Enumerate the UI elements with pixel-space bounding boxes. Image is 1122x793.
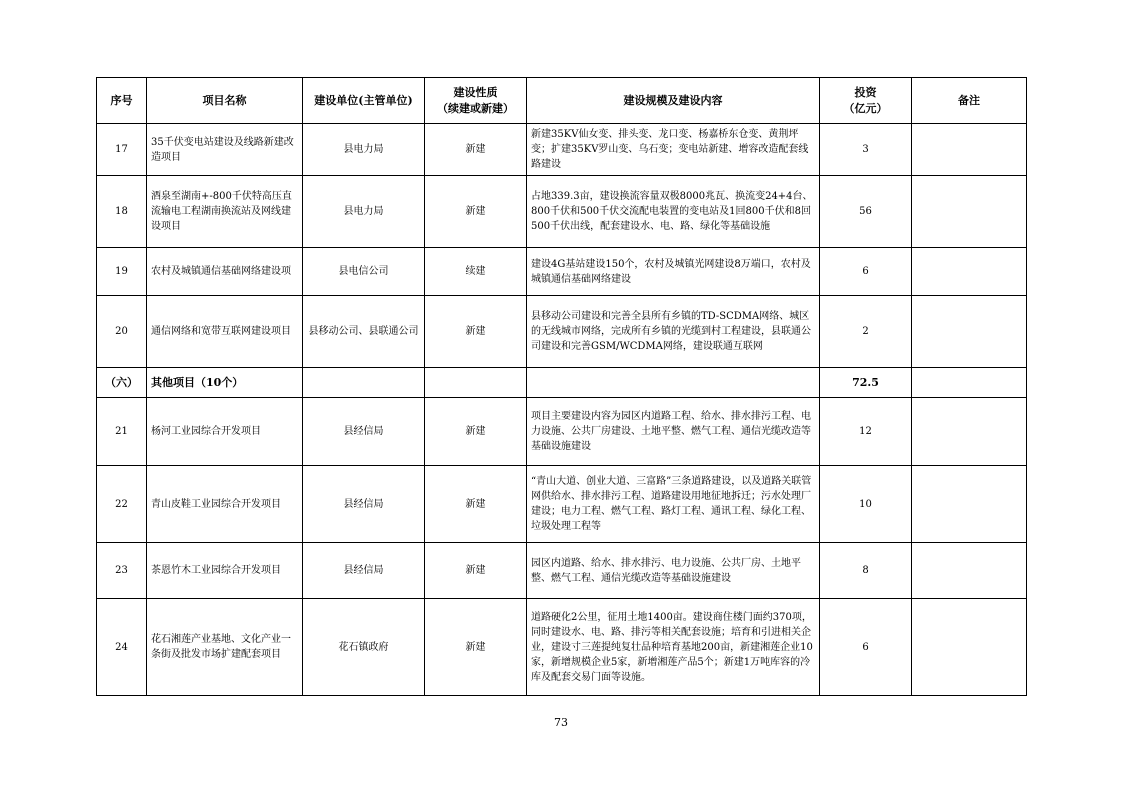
header-unit: 建设单位(主管单位) (303, 78, 425, 124)
cell-remark (912, 398, 1027, 466)
cell-unit: 花石镇政府 (303, 599, 425, 696)
cell-name: 茶恩竹木工业园综合开发项目 (147, 543, 303, 599)
cell-invest: 3 (820, 124, 912, 176)
cell-invest: 6 (820, 248, 912, 296)
cell-name: 杨河工业园综合开发项目 (147, 398, 303, 466)
cell-content (527, 368, 820, 398)
subtotal-row (97, 368, 1027, 398)
cell-invest: 72.5 (820, 368, 912, 398)
cell-content: “青山大道、创业大道、三富路”三条道路建设，以及道路关联管网供给水、排水排污工程、道路建设用地征地拆迁；污水处理厂建设；电力工程、燃气工程、路灯工程、通讯工程、绿化工程、垃圾处理工程等 (527, 466, 820, 543)
cell-remark (912, 296, 1027, 368)
cell-remark (912, 124, 1027, 176)
cell-name: 其他项目（10个） (147, 368, 303, 398)
cell-content: 新建35KV仙女变、排头变、龙口变、杨嘉桥东仓变、黄荆坪变；扩建35KV罗山变、乌石变；变电站新建、增容改造配套线路建设 (527, 124, 820, 176)
table-row (97, 176, 1027, 248)
header-remark: 备注 (912, 78, 1027, 124)
cell-name: 花石湘莲产业基地、文化产业一条街及批发市场扩建配套项目 (147, 599, 303, 696)
header-seq: 序号 (97, 78, 147, 124)
cell-remark (912, 466, 1027, 543)
table-row (97, 398, 1027, 466)
table-row (97, 466, 1027, 543)
cell-remark (912, 543, 1027, 599)
cell-unit: 县电力局 (303, 176, 425, 248)
cell-content: 建设4G基站建设150个，农村及城镇光网建设8万端口，农村及城镇通信基础网络建设 (527, 248, 820, 296)
cell-seq: 19 (97, 248, 147, 296)
cell-remark (912, 248, 1027, 296)
cell-name: 农村及城镇通信基础网络建设项 (147, 248, 303, 296)
cell-seq: 21 (97, 398, 147, 466)
header-invest-line1: 投资 (854, 85, 877, 99)
cell-nature: 新建 (425, 398, 527, 466)
cell-unit: 县经信局 (303, 398, 425, 466)
cell-nature: 新建 (425, 124, 527, 176)
cell-seq: （六） (97, 368, 147, 398)
cell-nature: 新建 (425, 176, 527, 248)
header-nature-line2: （续建或新建） (437, 101, 514, 115)
header-invest-line2: （亿元） (843, 101, 888, 115)
cell-nature: 新建 (425, 599, 527, 696)
cell-content: 项目主要建设内容为园区内道路工程、给水、排水排污工程、电力设施、公共厂房建设、土地平整、燃气工程、通信光缆改造等基础设施建设 (527, 398, 820, 466)
cell-seq: 23 (97, 543, 147, 599)
header-name: 项目名称 (147, 78, 303, 124)
cell-unit (303, 368, 425, 398)
cell-content: 道路硬化2公里，征用土地1400亩。建设商住楼门面约370项，同时建设水、电、路、排污等相关配套设施；培育和引进相关企业，建设寸三莲提纯复壮品种培育基地200亩，新建湘莲企业10家，新增规模企业5家，新增湘莲产品5个；新建1万吨库容的冷库及配套交易门面等设施。 (527, 599, 820, 696)
header-nature-line1: 建设性质 (453, 85, 498, 99)
project-table (96, 77, 1027, 696)
header-nature (425, 78, 527, 124)
cell-content: 占地339.3亩，建设换流容量双极8000兆瓦、换流变24+4台、800千伏和500千伏交流配电装置的变电站及1回800千伏和8回500千伏出线，配套建设水、电、路、绿化等基础设施 (527, 176, 820, 248)
cell-invest: 2 (820, 296, 912, 368)
cell-content: 园区内道路、给水、排水排污、电力设施、公共厂房、土地平整、燃气工程、通信光缆改造等基础设施建设 (527, 543, 820, 599)
cell-invest: 6 (820, 599, 912, 696)
cell-nature: 续建 (425, 248, 527, 296)
cell-invest: 8 (820, 543, 912, 599)
cell-unit: 县经信局 (303, 466, 425, 543)
cell-seq: 20 (97, 296, 147, 368)
cell-nature: 新建 (425, 466, 527, 543)
cell-unit: 县电力局 (303, 124, 425, 176)
cell-name: 青山皮鞋工业园综合开发项目 (147, 466, 303, 543)
cell-remark (912, 176, 1027, 248)
header-content: 建设规模及建设内容 (527, 78, 820, 124)
cell-remark (912, 368, 1027, 398)
cell-remark (912, 599, 1027, 696)
table-row (97, 248, 1027, 296)
table-row (97, 296, 1027, 368)
cell-unit: 县移动公司、县联通公司 (303, 296, 425, 368)
cell-seq: 18 (97, 176, 147, 248)
page-number: 73 (554, 716, 568, 729)
table-row (97, 599, 1027, 696)
cell-unit: 县电信公司 (303, 248, 425, 296)
cell-invest: 12 (820, 398, 912, 466)
cell-seq: 17 (97, 124, 147, 176)
cell-name: 通信网络和宽带互联网建设项目 (147, 296, 303, 368)
cell-invest: 56 (820, 176, 912, 248)
cell-nature: 新建 (425, 296, 527, 368)
header-invest (820, 78, 912, 124)
cell-name: 酒泉至湖南+-800千伏特高压直流输电工程湖南换流站及网线建设项目 (147, 176, 303, 248)
cell-name: 35千伏变电站建设及线路新建改造项目 (147, 124, 303, 176)
table-row (97, 124, 1027, 176)
cell-invest: 10 (820, 466, 912, 543)
cell-nature (425, 368, 527, 398)
table-row (97, 543, 1027, 599)
header-row (97, 78, 1027, 124)
cell-seq: 22 (97, 466, 147, 543)
cell-nature: 新建 (425, 543, 527, 599)
cell-seq: 24 (97, 599, 147, 696)
cell-unit: 县经信局 (303, 543, 425, 599)
cell-content: 县移动公司建设和完善全县所有乡镇的TD-SCDMA网络、城区的无线城市网络，完成所有乡镇的光缆到村工程建设，县联通公司建设和完善GSM/WCDMA网络，建设联通互联网 (527, 296, 820, 368)
